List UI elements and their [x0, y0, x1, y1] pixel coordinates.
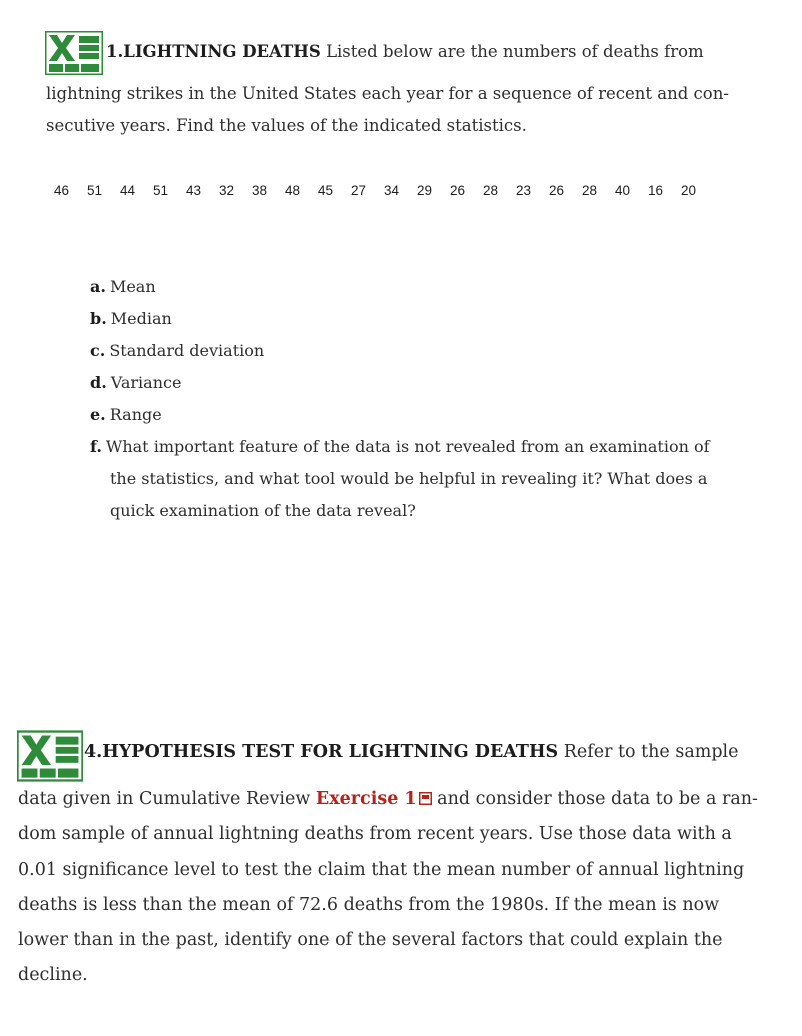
exercise4-title: HYPOTHESIS TEST FOR LIGHTNING DEATHS [102, 742, 559, 762]
data-value: 45 [318, 183, 334, 198]
exercise4-line5: deaths is less than the mean of 72.6 deaths from the 1980s. If the mean is now [18, 895, 720, 915]
exercise4-line2-after: and consider those data to be a ran- [437, 789, 758, 809]
exercise4-line4: 0.01 significance level to test the claim that the mean number of annual lightning [18, 860, 745, 880]
item-letter: c. [90, 341, 106, 360]
data-value: 51 [87, 183, 103, 198]
data-value: 46 [54, 183, 70, 198]
item-f-line2: the statistics, and what tool would be helpful in revealing it? What does a [110, 469, 708, 488]
exercise4-line6: lower than in the past, identify one of the several factors that could explain the [18, 930, 723, 950]
exercise4-line3: dom sample of annual lightning deaths from recent years. Use those data with a [18, 824, 732, 844]
exercise4-line2 [18, 791, 758, 810]
item-text: What important feature of the data is not revealed from an examination of [105, 437, 710, 456]
item-text: Variance [110, 373, 182, 392]
external-link-icon[interactable] [419, 792, 432, 810]
item-d [90, 373, 181, 392]
item-c [90, 341, 264, 360]
excel-icon [45, 31, 103, 75]
data-value: 16 [648, 183, 664, 198]
data-value: 51 [153, 183, 169, 198]
item-f-line3: quick examination of the data reveal? [110, 501, 416, 520]
item-b [90, 309, 172, 328]
item-letter: e. [90, 405, 106, 424]
item-f [90, 437, 710, 456]
item-letter: b. [90, 309, 107, 328]
data-value: 32 [219, 183, 235, 198]
exercise4-line7: decline. [18, 965, 88, 985]
data-value: 27 [351, 183, 367, 198]
data-value: 26 [450, 183, 466, 198]
exercise1-intro-line1: Listed below are the numbers of deaths from [326, 42, 704, 61]
data-value: 40 [615, 183, 631, 198]
data-value: 43 [186, 183, 202, 198]
item-text: Range [109, 405, 162, 424]
exercise1-intro-line2: lightning strikes in the United States each year for a sequence of recent and con- [46, 84, 729, 103]
item-a [90, 277, 156, 296]
data-value: 26 [549, 183, 565, 198]
exercise4-number: 4. [84, 742, 103, 762]
data-value: 29 [417, 183, 433, 198]
item-letter: a. [90, 277, 106, 296]
item-text: Mean [109, 277, 156, 296]
data-value: 44 [120, 183, 136, 198]
item-text: Median [110, 309, 172, 328]
data-value: 20 [681, 183, 697, 198]
exercise4-line2-before: data given in Cumulative Review [18, 789, 311, 809]
exercise1-intro-line3: secutive years. Find the values of the indicated statistics. [46, 116, 527, 135]
exercise1-heading-line [106, 44, 704, 61]
data-value: 28 [582, 183, 598, 198]
data-value: 28 [483, 183, 499, 198]
item-text: Standard deviation [109, 341, 265, 360]
exercise-1-link[interactable]: Exercise 1 [315, 789, 417, 809]
exercise4-intro-line1: Refer to the sample [563, 742, 739, 762]
data-value: 38 [252, 183, 268, 198]
item-e [90, 405, 162, 424]
item-letter: d. [90, 373, 107, 392]
exercise4-heading-line [84, 744, 739, 762]
excel-icon [17, 730, 75, 774]
data-value: 34 [384, 183, 400, 198]
exercise1-number: 1. [106, 42, 124, 61]
exercise1-title: LIGHTNING DEATHS [123, 42, 321, 61]
item-letter: f. [90, 437, 102, 456]
data-value: 23 [516, 183, 532, 198]
data-value: 48 [285, 183, 301, 198]
